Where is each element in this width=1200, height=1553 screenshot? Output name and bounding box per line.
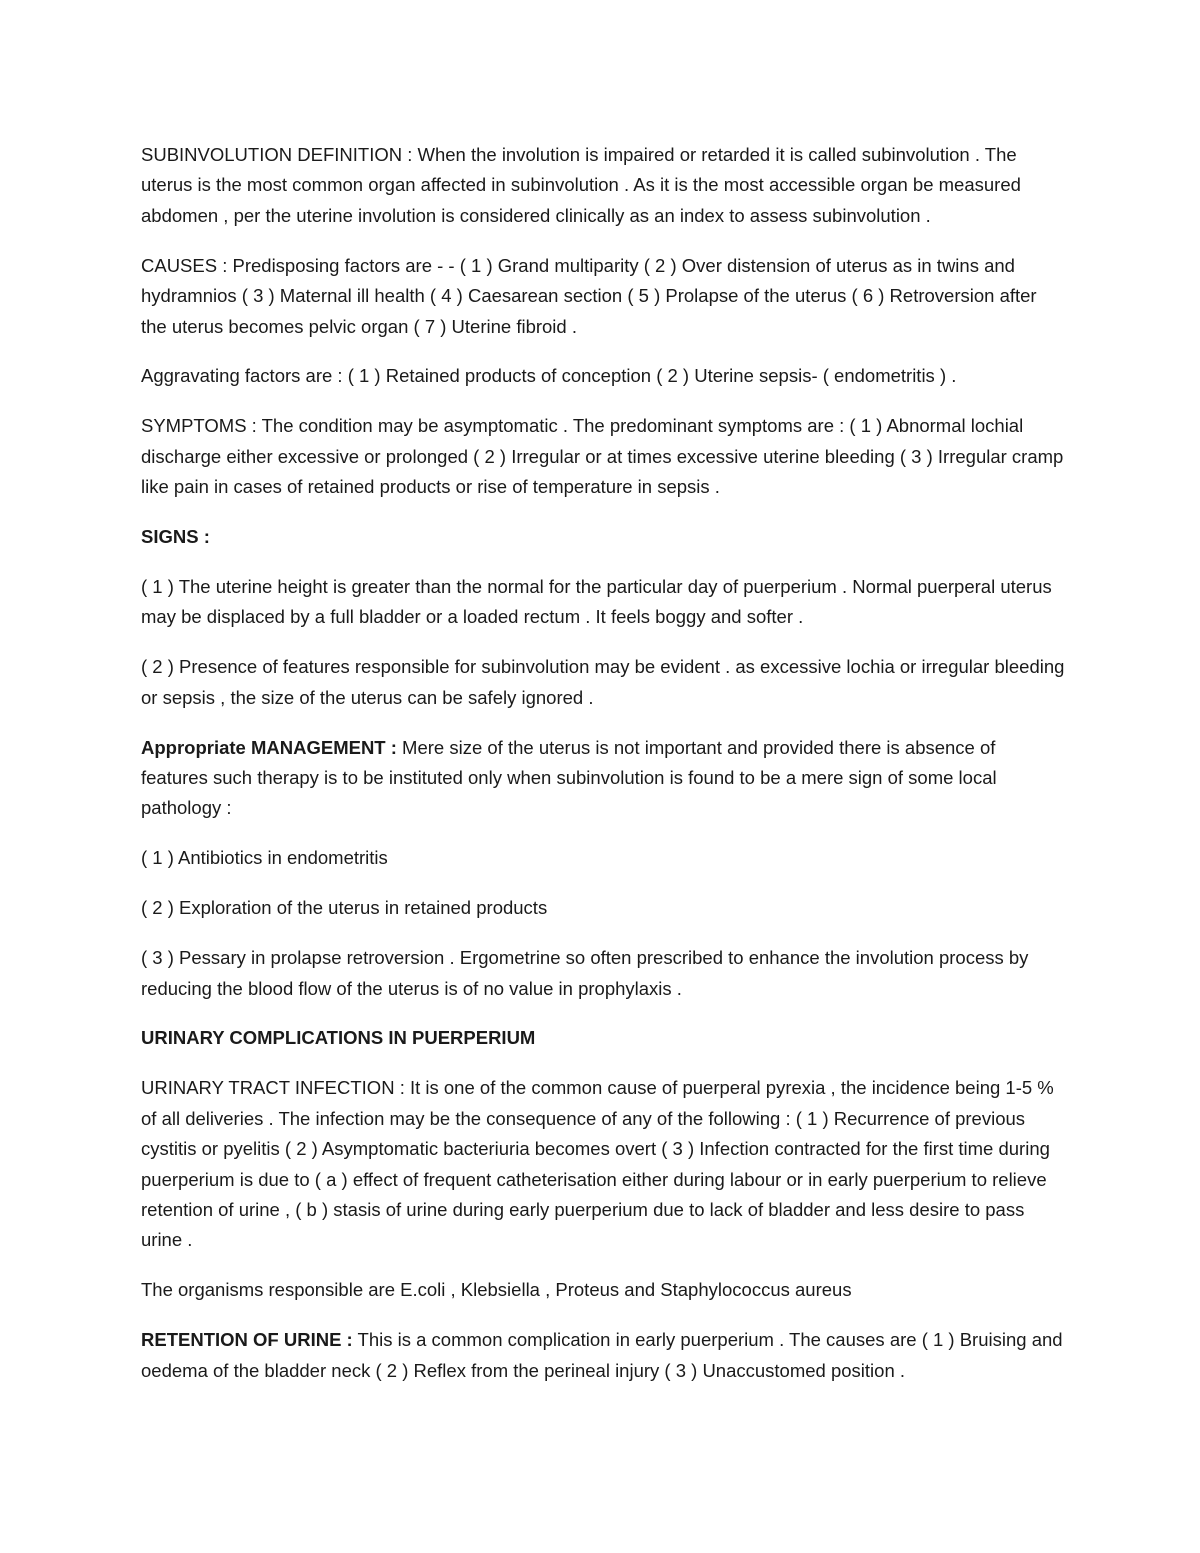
paragraph-text: ( 1 ) The uterine height is greater than the normal for the particular day of puerperium . Normal puerperal uterus may be displaced by a full bladder or a loaded rectum . It feels boggy and softer .: [141, 575, 1052, 628]
paragraph-symptoms: [141, 411, 1066, 502]
paragraph-management-item-2: [141, 893, 1066, 923]
heading-urinary-complications: [141, 1023, 1066, 1053]
paragraph-lead: URINARY COMPLICATIONS IN PUERPERIUM: [141, 1027, 536, 1049]
paragraph-text: CAUSES : Predisposing factors are - - ( 1 ) Grand multiparity ( 2 ) Over distension of uterus as in twins and hydramnios ( 3 ) Maternal ill health ( 4 ) Caesarean section ( 5 ) Prolapse of the uterus ( 6 ) Retroversion after the uterus becomes pelvic organ ( 7 ) Uterine fibroid .: [141, 254, 1037, 337]
paragraph-text: ( 3 ) Pessary in prolapse retroversion . Ergometrine so often prescribed to enhance the involution process by reducing the blood flow of the uterus is of no value in prophylaxis .: [141, 947, 1029, 999]
paragraph-text: Mere size of the uterus is not important and provided there is absence of features such therapy is to be instituted only when subinvolution is found to be a mere sign of some local pathology :: [141, 736, 997, 819]
paragraph-text: URINARY TRACT INFECTION : It is one of the common cause of puerperal pyrexia , the incidence being 1-5 % of all deliveries . The infection may be the consequence of any of the following : ( 1 ) Recurrence of previous cystitis or pyelitis ( 2 ) Asymptomatic bacteriuria becomes overt ( 3 ) Infection contracted for the first time during puerperium is due to ( a ) effect of frequent catheterisation either during labour or in early puerperium to relieve retention of urine , ( b ) stasis of urine during early puerperium due to lack of bladder and less desire to pass urine .: [141, 1077, 1054, 1251]
paragraph-text: This is a common complication in early puerperium . The causes are ( 1 ) Bruising and oedema of the bladder neck ( 2 ) Reflex from the perineal injury ( 3 ) Unaccustomed position .: [141, 1329, 1063, 1381]
paragraph-aggravating-factors: [141, 361, 1066, 391]
paragraph-causes: [141, 251, 1066, 342]
paragraph-lead: Appropriate MANAGEMENT :: [141, 736, 397, 758]
paragraph-urinary-tract-infection: [141, 1073, 1066, 1255]
paragraph-text: ( 1 ) Antibiotics in endometritis: [141, 847, 388, 869]
paragraph-management: [141, 733, 1066, 824]
paragraph-management-item-1: [141, 843, 1066, 873]
paragraph-text: ( 2 ) Presence of features responsible for subinvolution may be evident . as excessive lochia or irregular bleeding or sepsis , the size of the uterus can be safely ignored .: [141, 656, 1065, 708]
paragraph-text: SYMPTOMS : The condition may be asymptomatic . The predominant symptoms are : ( 1 ) Abnormal lochial discharge either excessive or prolonged ( 2 ) Irregular or at times excessive uterine bleeding ( 3 ) Irregular cramp like pain in cases of retained products or rise of temperature in sepsis .: [141, 415, 1064, 498]
document-page: [141, 140, 1066, 1406]
paragraph-lead: RETENTION OF URINE :: [141, 1329, 353, 1351]
paragraph-subinvolution-definition: [141, 140, 1066, 231]
paragraph-organisms: [141, 1275, 1066, 1305]
paragraph-lead: SIGNS :: [141, 526, 210, 548]
paragraph-management-item-3: [141, 943, 1066, 1004]
paragraph-sign-2: [141, 652, 1066, 713]
heading-signs: [141, 522, 1066, 552]
paragraph-text: ( 2 ) Exploration of the uterus in retained products: [141, 897, 548, 919]
paragraph-text: SUBINVOLUTION DEFINITION : When the involution is impaired or retarded it is called subinvolution . The uterus is the most common organ affected in subinvolution . As it is the most accessible organ be measured abdomen , per the uterine involution is considered clinically as an index to assess subinvolution .: [141, 144, 1021, 226]
paragraph-text: Aggravating factors are : ( 1 ) Retained products of conception ( 2 ) Uterine sepsis- ( endometritis ) .: [141, 365, 957, 387]
paragraph-retention-of-urine: [141, 1325, 1066, 1386]
paragraph-text: The organisms responsible are E.coli , Klebsiella , Proteus and Staphylococcus aureus: [141, 1279, 852, 1301]
paragraph-sign-1: [141, 572, 1066, 633]
